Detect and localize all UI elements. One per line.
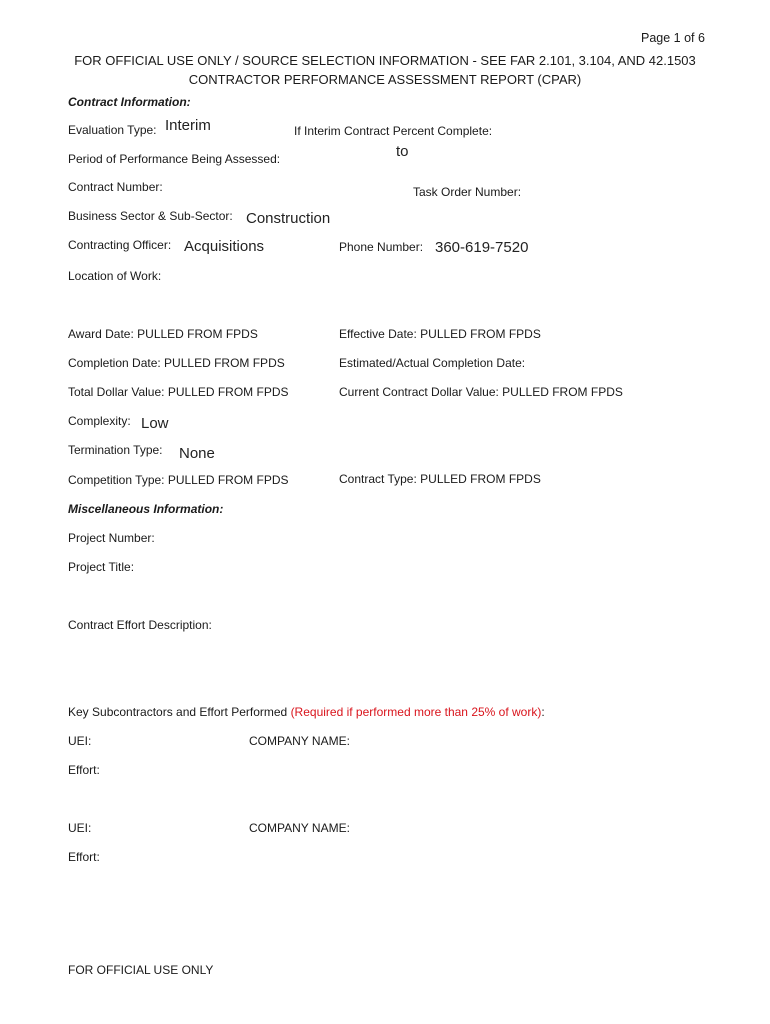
contract-information-heading: Contract Information:	[68, 95, 191, 109]
header-line-1: FOR OFFICIAL USE ONLY / SOURCE SELECTION INFORMATION - SEE FAR 2.101, 3.104, AND 42.1503	[74, 53, 696, 68]
header-line-2: CONTRACTOR PERFORMANCE ASSESSMENT REPORT (CPAR)	[188, 72, 582, 87]
completion-date: Completion Date: PULLED FROM FPDS	[68, 356, 285, 370]
current-dollar-value: Current Contract Dollar Value: PULLED FROM FPDS	[339, 385, 623, 399]
location-of-work-label: Location of Work:	[68, 269, 162, 283]
contracting-officer-label: Contracting Officer:	[68, 238, 172, 252]
page-number: Page 1 of 6	[641, 31, 705, 45]
business-sector-label: Business Sector & Sub-Sector:	[68, 209, 233, 223]
complexity-value[interactable]: Low	[141, 415, 169, 432]
total-dollar-value: Total Dollar Value: PULLED FROM FPDS	[68, 385, 289, 399]
project-title-label: Project Title:	[68, 560, 135, 574]
termination-type-value[interactable]: None	[179, 445, 215, 462]
phone-number-value[interactable]: 360-619-7520	[435, 239, 529, 256]
contract-type: Contract Type: PULLED FROM FPDS	[339, 472, 541, 486]
interim-percent-label: If Interim Contract Percent Complete:	[294, 124, 493, 138]
sub2-uei-label: UEI:	[68, 821, 92, 835]
competition-type: Competition Type: PULLED FROM FPDS	[68, 473, 289, 487]
contract-effort-description-label: Contract Effort Description:	[68, 618, 212, 632]
footer-official-use: FOR OFFICIAL USE ONLY	[68, 963, 214, 977]
evaluation-type-value[interactable]: Interim	[165, 117, 211, 134]
key-subcontractors-note: (Required if performed more than 25% of work)	[290, 705, 542, 719]
contract-number-label: Contract Number:	[68, 180, 163, 194]
period-to-text: to	[396, 143, 409, 160]
key-subcontractors-colon: :	[541, 705, 545, 719]
evaluation-type-label: Evaluation Type:	[68, 123, 157, 137]
miscellaneous-information-heading: Miscellaneous Information:	[68, 502, 224, 516]
key-subcontractors-label	[68, 705, 545, 719]
sub2-company-name-label: COMPANY NAME:	[249, 821, 350, 835]
task-order-number-label: Task Order Number:	[413, 185, 522, 199]
phone-number-label: Phone Number:	[339, 240, 424, 254]
sub1-company-name-label: COMPANY NAME:	[249, 734, 350, 748]
business-sector-value[interactable]: Construction	[246, 210, 331, 227]
complexity-label: Complexity:	[68, 414, 131, 428]
sub1-uei-label: UEI:	[68, 734, 92, 748]
key-subcontractors-text: Key Subcontractors and Effort Performed	[68, 705, 291, 719]
award-date: Award Date: PULLED FROM FPDS	[68, 327, 258, 341]
effective-date: Effective Date: PULLED FROM FPDS	[339, 327, 541, 341]
project-number-label: Project Number:	[68, 531, 155, 545]
contracting-officer-value[interactable]: Acquisitions	[184, 238, 265, 255]
sub2-effort-label: Effort:	[68, 850, 100, 864]
sub1-effort-label: Effort:	[68, 763, 100, 777]
period-of-performance-label: Period of Performance Being Assessed:	[68, 152, 281, 166]
termination-type-label: Termination Type:	[68, 443, 163, 457]
estimated-completion-label: Estimated/Actual Completion Date:	[339, 356, 526, 370]
